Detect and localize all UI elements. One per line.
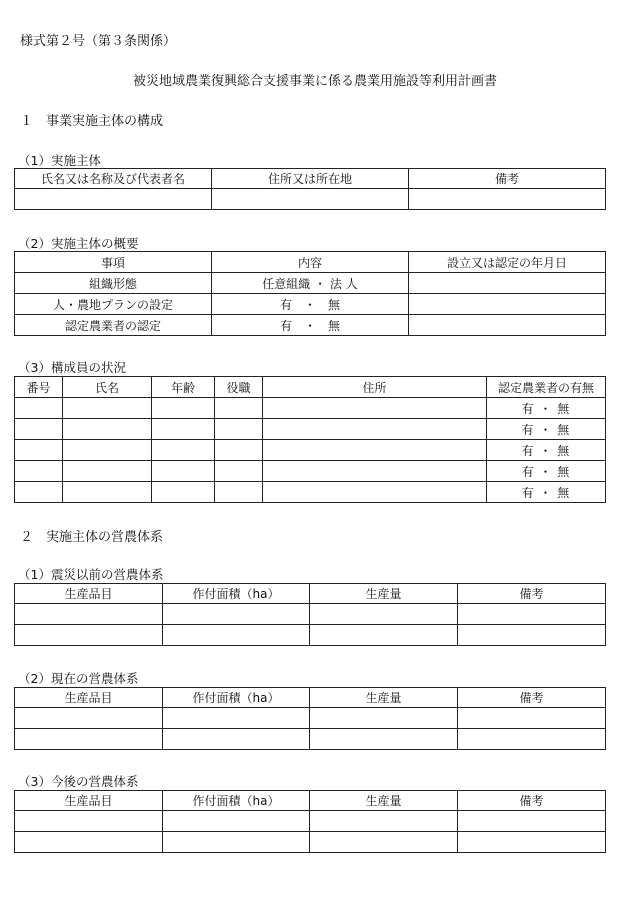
row-date[interactable] <box>409 273 606 294</box>
cell-certified-farmer[interactable]: 有 ・ 無 <box>487 440 606 461</box>
section-1-1-label: （1）実施主体 <box>18 153 101 168</box>
header-item: 事項 <box>15 252 212 273</box>
table-row <box>15 294 606 315</box>
cell-remarks[interactable] <box>458 811 606 832</box>
table-row <box>15 461 606 482</box>
cell-remarks[interactable] <box>458 729 606 750</box>
header-age: 年齢 <box>152 377 215 398</box>
cell-member-address[interactable] <box>263 398 487 419</box>
cell-member-address[interactable] <box>263 482 487 503</box>
header-remarks: 備考 <box>458 688 606 708</box>
cell-member-name[interactable] <box>63 482 152 503</box>
cell-output[interactable] <box>310 604 458 625</box>
table-row <box>15 708 606 729</box>
cell-age[interactable] <box>152 440 215 461</box>
cell-member-name[interactable] <box>63 461 152 482</box>
farming-system-current-table <box>14 687 606 750</box>
row-date[interactable] <box>409 315 606 336</box>
cell-output[interactable] <box>310 625 458 646</box>
cell-area[interactable] <box>163 832 310 853</box>
row-content[interactable]: 有 ・ 無 <box>212 294 409 315</box>
header-output: 生産量 <box>310 791 458 811</box>
cell-age[interactable] <box>152 398 215 419</box>
header-product: 生産品目 <box>15 791 163 811</box>
section-2-heading: ２ 実施主体の営農体系 <box>20 530 164 545</box>
farming-system-before-table <box>14 583 606 646</box>
form-number: 様式第２号（第３条関係） <box>20 34 177 49</box>
cell-product[interactable] <box>15 729 163 750</box>
header-remarks: 備考 <box>409 169 606 189</box>
section-2-1-label: （1）震災以前の営農体系 <box>18 567 164 582</box>
header-name-representative: 氏名又は名称及び代表者名 <box>15 169 212 189</box>
cell-name-representative[interactable] <box>15 189 212 210</box>
table-row <box>15 604 606 625</box>
header-remarks: 備考 <box>458 584 606 604</box>
header-date: 設立又は認定の年月日 <box>409 252 606 273</box>
cell-remarks[interactable] <box>409 189 606 210</box>
header-position: 役職 <box>215 377 263 398</box>
cell-member-name[interactable] <box>63 398 152 419</box>
cell-area[interactable] <box>163 604 310 625</box>
cell-product[interactable] <box>15 832 163 853</box>
table-row <box>15 729 606 750</box>
header-member-name: 氏名 <box>63 377 152 398</box>
table-row <box>15 398 606 419</box>
cell-area[interactable] <box>163 625 310 646</box>
cell-certified-farmer[interactable]: 有 ・ 無 <box>487 482 606 503</box>
cell-certified-farmer[interactable]: 有 ・ 無 <box>487 419 606 440</box>
cell-position[interactable] <box>215 482 263 503</box>
header-area: 作付面積（ha） <box>163 688 310 708</box>
cell-position[interactable] <box>215 461 263 482</box>
entity-overview-table <box>14 251 606 336</box>
cell-certified-farmer[interactable]: 有 ・ 無 <box>487 461 606 482</box>
cell-number[interactable] <box>15 419 63 440</box>
cell-output[interactable] <box>310 708 458 729</box>
farming-system-future-table <box>14 790 606 853</box>
header-product: 生産品目 <box>15 584 163 604</box>
section-1-heading: １ 事業実施主体の構成 <box>20 114 164 129</box>
cell-number[interactable] <box>15 440 63 461</box>
section-2-3-label: （3）今後の営農体系 <box>18 774 139 789</box>
cell-remarks[interactable] <box>458 832 606 853</box>
table-row <box>15 625 606 646</box>
cell-product[interactable] <box>15 604 163 625</box>
cell-member-address[interactable] <box>263 440 487 461</box>
header-certified-farmer: 認定農業者の有無 <box>487 377 606 398</box>
cell-product[interactable] <box>15 811 163 832</box>
cell-number[interactable] <box>15 398 63 419</box>
cell-number[interactable] <box>15 482 63 503</box>
cell-output[interactable] <box>310 811 458 832</box>
header-output: 生産量 <box>310 584 458 604</box>
row-content[interactable]: 任意組織 ・ 法 人 <box>212 273 409 294</box>
section-1-3-label: （3）構成員の状況 <box>18 360 126 375</box>
row-item: 人・農地プランの設定 <box>15 294 212 315</box>
cell-area[interactable] <box>163 708 310 729</box>
section-2-2-label: （2）現在の営農体系 <box>18 671 139 686</box>
header-remarks: 備考 <box>458 791 606 811</box>
header-area: 作付面積（ha） <box>163 791 310 811</box>
header-content: 内容 <box>212 252 409 273</box>
header-output: 生産量 <box>310 688 458 708</box>
table-row <box>15 315 606 336</box>
header-member-address: 住所 <box>263 377 487 398</box>
cell-output[interactable] <box>310 832 458 853</box>
cell-product[interactable] <box>15 708 163 729</box>
cell-remarks[interactable] <box>458 708 606 729</box>
cell-age[interactable] <box>152 419 215 440</box>
table-row <box>15 482 606 503</box>
cell-number[interactable] <box>15 461 63 482</box>
header-number: 番号 <box>15 377 63 398</box>
cell-area[interactable] <box>163 729 310 750</box>
cell-member-name[interactable] <box>63 440 152 461</box>
cell-product[interactable] <box>15 625 163 646</box>
row-date[interactable] <box>409 294 606 315</box>
cell-output[interactable] <box>310 729 458 750</box>
members-table <box>14 376 606 503</box>
header-product: 生産品目 <box>15 688 163 708</box>
cell-member-address[interactable] <box>263 461 487 482</box>
cell-remarks[interactable] <box>458 625 606 646</box>
table-row <box>15 273 606 294</box>
row-content[interactable]: 有 ・ 無 <box>212 315 409 336</box>
entity-table <box>14 168 606 210</box>
cell-area[interactable] <box>163 811 310 832</box>
table-row <box>15 832 606 853</box>
table-row <box>15 440 606 461</box>
cell-certified-farmer[interactable]: 有 ・ 無 <box>487 398 606 419</box>
cell-member-address[interactable] <box>263 419 487 440</box>
row-item: 組織形態 <box>15 273 212 294</box>
cell-remarks[interactable] <box>458 604 606 625</box>
header-area: 作付面積（ha） <box>163 584 310 604</box>
row-item: 認定農業者の認定 <box>15 315 212 336</box>
cell-member-name[interactable] <box>63 419 152 440</box>
cell-address[interactable] <box>212 189 409 210</box>
cell-age[interactable] <box>152 461 215 482</box>
section-1-2-label: （2）実施主体の概要 <box>18 236 139 251</box>
header-address: 住所又は所在地 <box>212 169 409 189</box>
table-row <box>15 811 606 832</box>
document-title: 被災地域農業復興総合支援事業に係る農業用施設等利用計画書 <box>132 74 497 89</box>
cell-position[interactable] <box>215 398 263 419</box>
table-row <box>15 419 606 440</box>
cell-position[interactable] <box>215 419 263 440</box>
cell-age[interactable] <box>152 482 215 503</box>
cell-position[interactable] <box>215 440 263 461</box>
